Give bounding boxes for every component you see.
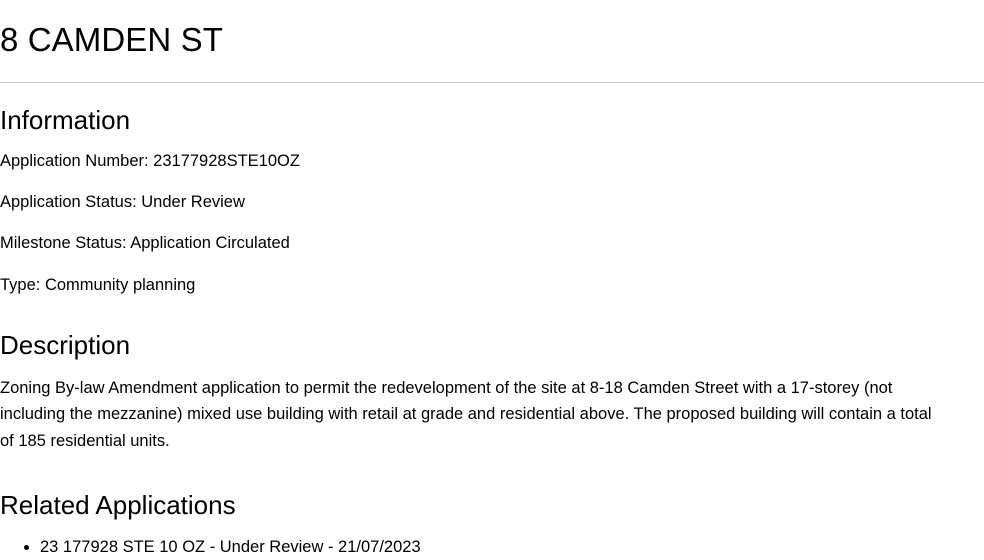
description-heading: Description xyxy=(0,329,131,360)
page-title: 8 CAMDEN ST xyxy=(0,21,223,58)
description-text: Zoning By-law Amendment application to permit the redevelopment of the site at 8-18 Camden Street with a 17-storey (not including the mezzanine) mixed use building with retail at grade and residential above. The proposed building will contain a total of 185 residential units. xyxy=(0,379,932,450)
application-number-line: Application Number: 23177928STE10OZ xyxy=(0,151,300,170)
list-item[interactable]: • 23 177928 STE 10 OZ - Under Review - 21/07/2023 xyxy=(40,535,984,560)
application-status-line: Application Status: Under Review xyxy=(0,193,245,212)
information-section xyxy=(0,105,984,296)
title-divider xyxy=(0,82,984,83)
document-page xyxy=(0,20,984,560)
related-applications-section xyxy=(0,490,984,560)
related-applications-list xyxy=(0,535,984,560)
information-heading: Information xyxy=(0,104,131,135)
related-applications-heading: Related Applications xyxy=(0,490,236,521)
type-line: Type: Community planning xyxy=(0,275,196,294)
milestone-status-line: Milestone Status: Application Circulated xyxy=(0,234,290,253)
description-section xyxy=(0,330,984,454)
